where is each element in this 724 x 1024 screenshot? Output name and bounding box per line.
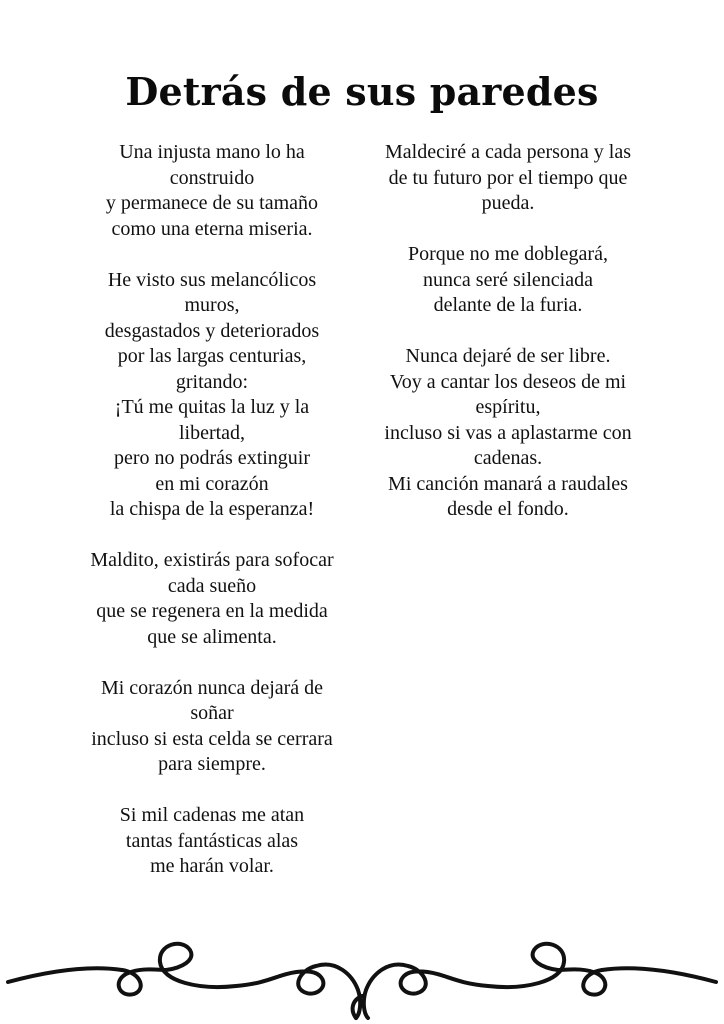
poem-line: incluso si vas a aplastarme con [384, 421, 632, 444]
stanza-3 [62, 548, 362, 650]
poem-line: Mi corazón nunca dejará de [100, 676, 324, 699]
poem-line: para siempre. [158, 753, 266, 775]
stanza-7 [356, 242, 660, 319]
poem-line: Una injusta mano lo ha [119, 141, 305, 163]
poem-line: en mi corazón [155, 472, 269, 495]
poem-line: incluso si esta celda se cerrara [91, 727, 333, 750]
poem-line: Mi canción manará a raudales [388, 472, 628, 495]
poem-line: espíritu, [475, 396, 541, 418]
stanza-5 [62, 803, 362, 880]
poem-line: Voy a cantar los deseos de mi [389, 370, 627, 393]
stanza-4 [62, 676, 362, 778]
poem-line: cadenas. [473, 447, 543, 469]
stanza-2 [62, 268, 362, 523]
poem-line: cada sueño [167, 574, 257, 597]
swirl-flourish-icon [0, 930, 724, 1024]
poem-line: He visto sus melancólicos [107, 268, 317, 291]
poem-line: Si mil cadenas me atan [119, 804, 305, 826]
poem-line: desde el fondo. [447, 498, 569, 520]
poem-column-left [62, 140, 362, 905]
poem-line: soñar [190, 702, 234, 724]
poem-line: ¡Tú me quitas la luz y la [114, 396, 310, 418]
poem-line: Maldito, existirás para sofocar [90, 549, 334, 571]
poem-line: libertad, [178, 421, 246, 444]
poem-line: pero no podrás extinguir [113, 447, 311, 469]
stanza-1 [62, 140, 362, 242]
poem-line: delante de la furia. [433, 294, 583, 316]
poem-line: Porque no me doblegará, [408, 243, 608, 265]
poem-line: construido [169, 166, 255, 189]
poem-line: la chispa de la esperanza! [109, 498, 315, 520]
stanza-6 [356, 140, 660, 217]
poem-line: gritando: [175, 370, 249, 393]
poem-line: tantas fantásticas alas [125, 829, 299, 852]
poem-line: de tu futuro por el tiempo que [388, 166, 628, 189]
poem-column-right [356, 140, 660, 548]
stanza-8 [356, 344, 660, 523]
poem-line: como una eterna miseria. [111, 217, 313, 240]
poem-line: por las largas centurias, [117, 345, 307, 367]
poem-line: me harán volar. [150, 855, 274, 877]
poem-title: Detrás de sus paredes [125, 69, 599, 114]
poem-line: que se alimenta. [147, 625, 277, 648]
poem-line: que se regenera en la medida [96, 600, 328, 622]
poem-line: muros, [184, 294, 240, 316]
poem-line: y permanece de su tamaño [105, 192, 319, 214]
poem-line: pueda. [481, 192, 535, 214]
poem-line: Nunca dejaré de ser libre. [405, 345, 611, 367]
poem-line: Maldeciré a cada persona y las [385, 141, 631, 163]
poem-line: desgastados y deteriorados [104, 319, 320, 342]
poem-line: nunca seré silenciada [423, 268, 593, 291]
